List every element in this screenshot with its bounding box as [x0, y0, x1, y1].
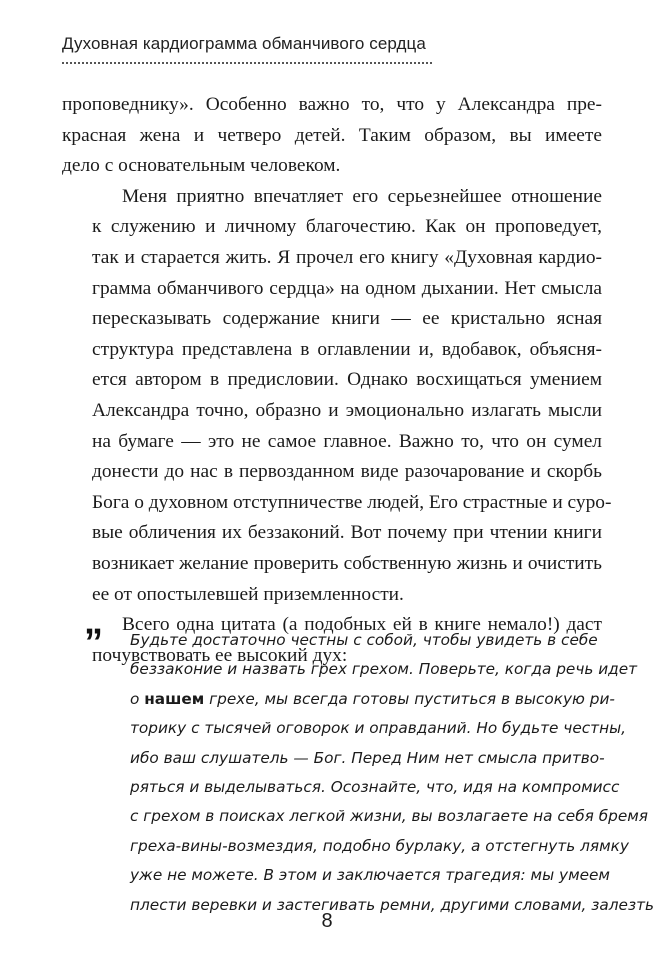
header-dotted-rule [62, 62, 432, 64]
text-line: донести до нас в первозданном виде разочарование и скорбь [92, 461, 602, 483]
quote-line: Будьте достаточно честны с собой, чтобы увидеть в себе [130, 631, 598, 649]
text-line: так и старается жить. Я прочел его книгу «Духовная кардио- [92, 246, 602, 268]
paragraph-2 [62, 182, 612, 610]
text-line: Александра точно, образно и эмоционально излагать мысли [92, 399, 602, 421]
quote-line: ряться и выделываться. Осознайте, что, идя на компромисс [130, 778, 620, 797]
quote-line [130, 685, 615, 714]
text-line: вые обличения их беззаконий. Вот почему при чтении книги [92, 522, 602, 544]
text-line: возникает желание проверить собственную жизнь и очистить [92, 552, 602, 574]
text-line: структура представлена в оглавлении и, вдобавок, объясня- [92, 338, 602, 360]
text-line: почувствовать ее высокий дух: [92, 644, 348, 666]
text-line: ее от опостылевшей приземленности. [92, 583, 404, 605]
paragraph-1 [62, 90, 602, 182]
page-number: 8 [321, 910, 333, 932]
text-line: на бумаге — это не самое главное. Важно то, что он сумел [92, 430, 602, 452]
quote-mark-icon: ” [84, 622, 103, 664]
running-head: Духовная кардиограмма обманчивого сердца [62, 34, 426, 53]
quote-line: уже не можете. В этом и заключается трагедия: мы умеем [130, 866, 610, 885]
quote-line: с грехом в поисках легкой жизни, вы возлагаете на себя бремя [130, 807, 648, 826]
quote-line: плести веревки и застегивать ремни, другими словами, залезть [130, 895, 654, 914]
text-line: ется автором в предисловии. Однако восхищаться умением [92, 369, 602, 391]
text-line: красная жена и четверо детей. Таким образом, вы имеете [62, 124, 602, 146]
text-line: Бога о духовном отступничестве людей, Его страстные и суро- [92, 491, 612, 513]
quote-line: торику с тысячей оговорок и оправданий. Но будьте честны, [130, 719, 627, 738]
quote-line: беззаконие и назвать грех грехом. Поверьте, когда речь идет [130, 660, 638, 679]
text-line: дело с основательным человеком. [62, 155, 341, 177]
quote-line-fragment: грехе, мы всегда готовы пуститься в высокую ри- [204, 689, 615, 708]
text-line: Меня приятно впечатляет его серьезнейшее отношение [122, 185, 602, 207]
text-line: Всего одна цитата (а подобных ей в книге немало!) даст [122, 614, 602, 636]
emphasis-word: нашем [144, 689, 205, 708]
quote-line-fragment: о [130, 689, 145, 708]
text-line: пересказывать содержание книги — ее кристально ясная [92, 308, 602, 330]
quote-line: ибо ваш слушатель — Бог. Перед Ним нет смысла притво- [130, 748, 605, 767]
text-line: к служению и личному благочестию. Как он проповедует, [92, 216, 602, 238]
quote-line: греха-вины-возмездия, подобно бурлаку, а отстегнуть лямку [130, 836, 629, 855]
text-line: грамма обманчивого сердца» на одном дыхании. Нет смысла [92, 277, 602, 299]
text-line: проповеднику». Особенно важно то, что у Александра пре- [62, 94, 602, 115]
main-text [62, 90, 612, 671]
block-quote [130, 626, 654, 920]
